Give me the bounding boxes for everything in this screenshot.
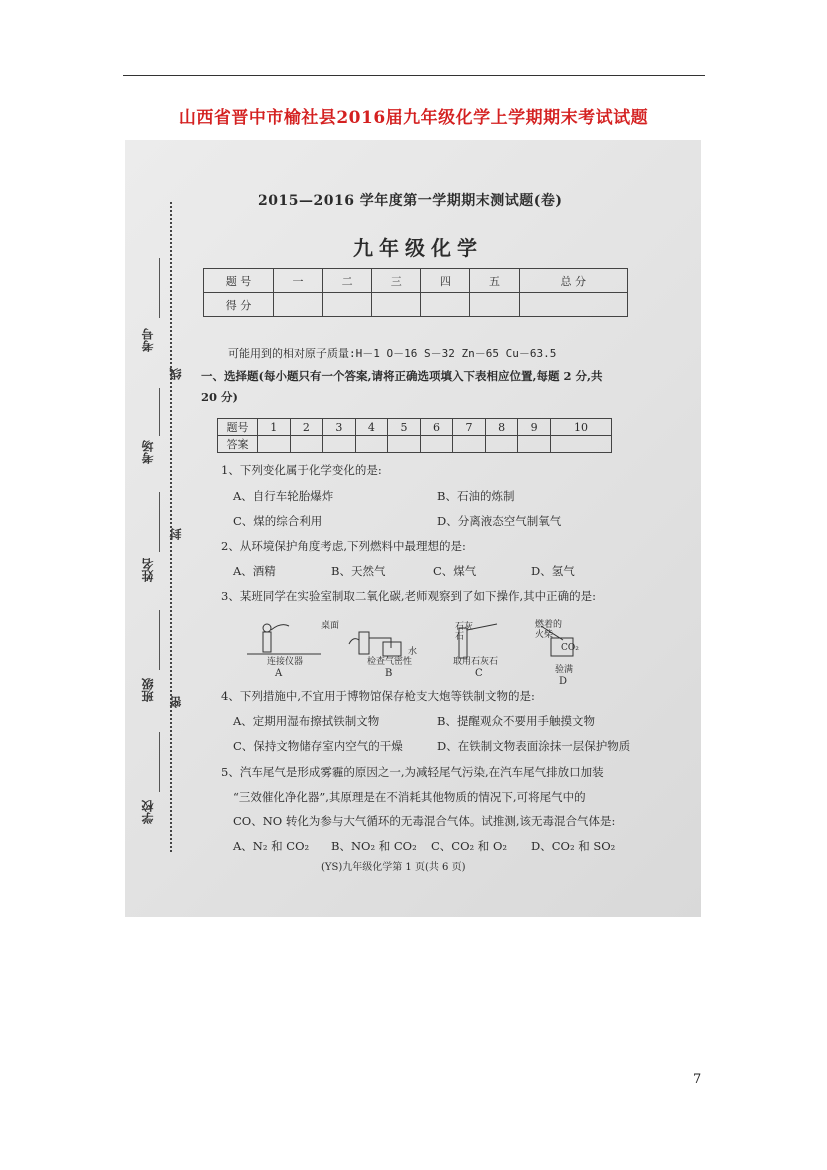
exam-subject: 九年级化学 bbox=[353, 236, 483, 260]
answer-input-cell[interactable] bbox=[453, 436, 486, 453]
score-table-row bbox=[204, 269, 628, 293]
question-1-option-a: A、自行车轮胎爆炸 bbox=[233, 489, 334, 503]
answer-table-row bbox=[218, 419, 612, 436]
question-5-line-3: CO、NO 转化为参与大气循环的无毒混合气体。试推测,该无毒混合气体是: bbox=[233, 814, 616, 828]
score-input-cell[interactable] bbox=[421, 293, 470, 317]
figure-b-caption: 检查气密性 bbox=[367, 657, 413, 667]
score-input-cell[interactable] bbox=[323, 293, 372, 317]
answer-input-cell[interactable] bbox=[485, 436, 518, 453]
question-3: 3、某班同学在实验室制取二氧化碳,老师观察到了如下操作,其中正确的是: bbox=[221, 589, 596, 603]
score-label-cell: 得 分 bbox=[204, 293, 274, 317]
exam-title: 2015—2016 学年度第一学期期末测试题(卷) bbox=[258, 193, 563, 209]
answer-header-cell: 题号 bbox=[218, 419, 258, 436]
question-1-option-c: C、煤的综合利用 bbox=[233, 514, 323, 528]
answer-input-cell[interactable] bbox=[518, 436, 551, 453]
sidebar-label-seal: 封 bbox=[169, 528, 183, 540]
score-header-cell: 三 bbox=[372, 269, 421, 293]
question-2: 2、从环境保护角度考虑,下列燃料中最理想的是: bbox=[221, 539, 466, 553]
sidebar-fill-line bbox=[159, 258, 160, 318]
question-2-option-a: A、酒精 bbox=[233, 564, 276, 578]
figure-d-label-match: 燃着的火柴 bbox=[535, 620, 563, 640]
atomic-masses: 可能用到的相对原子质量:H－1 O－16 S－32 Zn－65 Cu－63.5 bbox=[228, 347, 557, 360]
figure-d-label-co2: CO₂ bbox=[561, 643, 579, 653]
figure-c-caption: 取用石灰石 bbox=[453, 657, 499, 667]
figure-b-label-water: 水 bbox=[408, 647, 418, 657]
answer-input-cell[interactable] bbox=[550, 436, 611, 453]
page-number: 7 bbox=[693, 1072, 702, 1087]
figure-d-caption: 验满 bbox=[555, 665, 574, 675]
answer-header-cell: 5 bbox=[388, 419, 421, 436]
answer-header-cell: 7 bbox=[453, 419, 486, 436]
answer-header-cell: 2 bbox=[290, 419, 323, 436]
answer-header-cell: 10 bbox=[550, 419, 611, 436]
score-header-cell: 二 bbox=[323, 269, 372, 293]
answer-header-cell: 1 bbox=[258, 419, 291, 436]
question-4-option-a: A、定期用湿布擦拭铁制文物 bbox=[233, 714, 380, 728]
answer-input-cell[interactable] bbox=[355, 436, 388, 453]
binding-dotted-line bbox=[170, 202, 172, 852]
question-2-option-b: B、天然气 bbox=[331, 564, 386, 578]
question-1: 1、下列变化属于化学变化的是: bbox=[221, 463, 382, 477]
answer-input-cell[interactable] bbox=[420, 436, 453, 453]
answer-label-cell: 答案 bbox=[218, 436, 258, 453]
answer-input-cell[interactable] bbox=[323, 436, 356, 453]
score-table bbox=[203, 268, 628, 317]
score-header-cell: 总 分 bbox=[519, 269, 627, 293]
question-5-option-b: B、NO₂ 和 CO₂ bbox=[331, 839, 417, 853]
question-2-option-d: D、氢气 bbox=[531, 564, 575, 578]
sidebar-label-class: 班级 bbox=[141, 678, 155, 702]
answer-input-cell[interactable] bbox=[258, 436, 291, 453]
exam-paper-photo bbox=[125, 140, 701, 917]
answer-input-cell[interactable] bbox=[388, 436, 421, 453]
section-1-heading: 一、选择题(每小题只有一个答案,请将正确选项填入下表相应位置,每题 2 分,共 20 分) bbox=[201, 369, 603, 404]
sidebar-label-exam-room: 考场 bbox=[141, 440, 155, 464]
question-1-option-b: B、石油的炼制 bbox=[437, 489, 515, 503]
sidebar-label-secret: 密 bbox=[169, 696, 183, 708]
answer-table bbox=[217, 418, 612, 453]
sidebar-fill-line bbox=[159, 732, 160, 792]
sidebar-label-school: 学校 bbox=[141, 800, 155, 824]
score-input-cell[interactable] bbox=[470, 293, 519, 317]
score-header-cell: 五 bbox=[470, 269, 519, 293]
question-4-option-d: D、在铁制文物表面涂抹一层保护物质 bbox=[437, 739, 631, 753]
question-4-option-c: C、保持文物储存室内空气的干燥 bbox=[233, 739, 403, 753]
figure-a-label-desk: 桌面 bbox=[321, 621, 340, 631]
figure-letter-a: A bbox=[275, 668, 283, 679]
score-header-cell: 题 号 bbox=[204, 269, 274, 293]
figure-letter-b: B bbox=[385, 668, 393, 679]
score-input-cell[interactable] bbox=[372, 293, 421, 317]
question-5-line-2: “三效催化净化器”,其原理是在不消耗其他物质的情况下,可将尾气中的 bbox=[233, 790, 586, 804]
score-table-row bbox=[204, 293, 628, 317]
figure-letter-d: D bbox=[559, 676, 568, 687]
score-header-cell: 一 bbox=[274, 269, 323, 293]
sidebar-fill-line bbox=[159, 610, 160, 670]
exam-page-footer: (YS)九年级化学第 1 页(共 6 页) bbox=[321, 862, 466, 873]
figure-c-label-limestone: 石灰石 bbox=[455, 622, 474, 642]
score-input-cell[interactable] bbox=[274, 293, 323, 317]
answer-header-cell: 6 bbox=[420, 419, 453, 436]
question-2-option-c: C、煤气 bbox=[433, 564, 477, 578]
answer-input-cell[interactable] bbox=[290, 436, 323, 453]
answer-header-cell: 8 bbox=[485, 419, 518, 436]
document-title: 山西省晋中市榆社县2016届九年级化学上学期期末考试试题 bbox=[178, 108, 649, 128]
question-4: 4、下列措施中,不宜用于博物馆保存枪支大炮等铁制文物的是: bbox=[221, 689, 535, 703]
score-input-cell[interactable] bbox=[519, 293, 627, 317]
figure-letter-c: C bbox=[475, 668, 483, 679]
question-4-option-b: B、提醒观众不要用手触摸文物 bbox=[437, 714, 595, 728]
answer-table-row bbox=[218, 436, 612, 453]
header-rule bbox=[123, 75, 705, 76]
figure-a-caption: 连接仪器 bbox=[267, 657, 304, 667]
sidebar-label-line: 线 bbox=[169, 368, 183, 380]
question-5-line-1: 5、汽车尾气是形成雾霾的原因之一,为减轻尾气污染,在汽车尾气排放口加装 bbox=[221, 765, 604, 779]
answer-header-cell: 3 bbox=[323, 419, 356, 436]
sidebar-fill-line bbox=[159, 492, 160, 552]
sidebar-label-exam-number: 考号 bbox=[141, 328, 155, 352]
sidebar-fill-line bbox=[159, 388, 160, 436]
question-1-option-d: D、分离液态空气制氧气 bbox=[437, 514, 562, 528]
answer-header-cell: 9 bbox=[518, 419, 551, 436]
question-5-option-a: A、N₂ 和 CO₂ bbox=[233, 839, 310, 853]
question-5-option-d: D、CO₂ 和 SO₂ bbox=[531, 839, 616, 853]
answer-header-cell: 4 bbox=[355, 419, 388, 436]
question-5-option-c: C、CO₂ 和 O₂ bbox=[431, 839, 507, 853]
sidebar-label-name: 姓名 bbox=[141, 558, 155, 582]
score-header-cell: 四 bbox=[421, 269, 470, 293]
